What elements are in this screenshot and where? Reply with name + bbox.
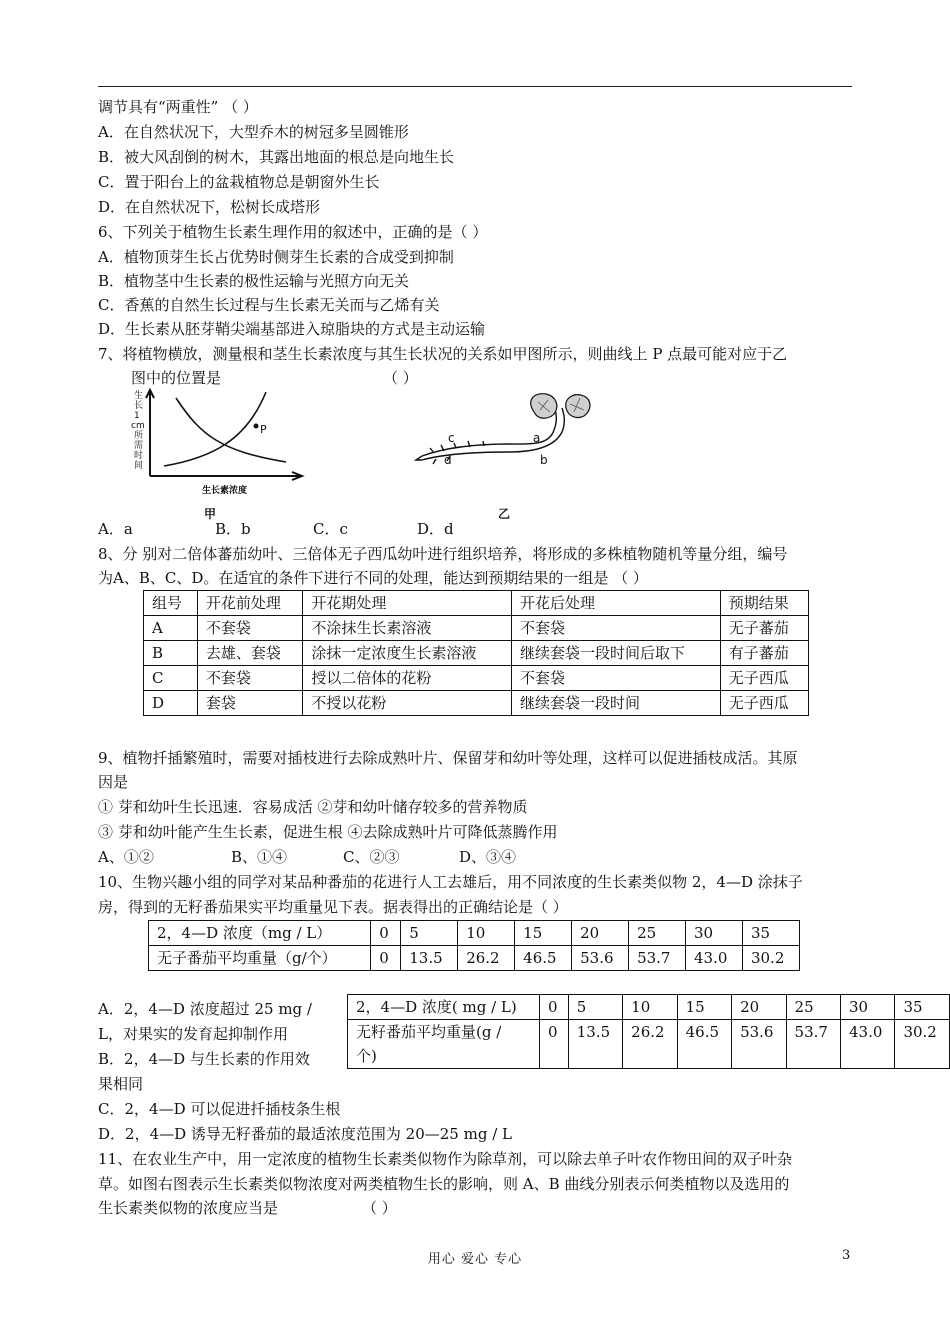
table-cell: 43.0 <box>686 946 743 971</box>
table-row <box>144 666 809 691</box>
q5-stem: 调节具有“两重性” （ ） <box>98 98 258 116</box>
table-cell: 继续套袋一段时间后取下 <box>512 641 721 666</box>
table-cell: 20 <box>732 995 786 1020</box>
table-cell: 0 <box>540 995 569 1020</box>
table-row <box>144 691 809 716</box>
q7-stem: 7、将植物横放，测量根和茎生长素浓度与其生长状况的关系如甲图所示，则曲线上 P 点最可能对应于乙 <box>98 345 788 363</box>
q10-option-a-line2: L，对果实的发育起抑制作用 <box>98 1025 288 1043</box>
table-cell: 不授以花粉 <box>303 691 512 716</box>
table-cell: B <box>144 641 198 666</box>
figure-jia-p-label: P <box>260 423 267 436</box>
table-cell: 继续套袋一段时间 <box>512 691 721 716</box>
table-q8-header-cell: 组号 <box>144 591 198 616</box>
q8-stem-cont: 为A、B、C、D。在适宜的条件下进行不同的处理，能达到预期结果的一组是 （ ） <box>98 569 648 587</box>
svg-text:d: d <box>444 453 452 467</box>
table-cell: 0 <box>371 921 401 946</box>
figure-jia-caption: 甲 <box>204 507 217 520</box>
figure-jia-curve-descending <box>176 398 286 462</box>
q9-option-b: B、①④ <box>231 848 288 866</box>
svg-text:所: 所 <box>134 431 144 441</box>
q8-stem: 8、分 别对二倍体蕃茄幼叶、三倍体无子西瓜幼叶进行组织培养，将形成的多株植物随机等量分组，编号 <box>98 545 788 563</box>
figure-yi-leaves <box>531 394 590 419</box>
table-cell: 53.6 <box>572 946 629 971</box>
table-row-label-line1: 无籽番茄平均重量(g / <box>356 1023 502 1041</box>
q6-option-c: C．香蕉的自然生长过程与生长素无关而与乙烯有关 <box>98 296 440 314</box>
table-cell: 25 <box>786 995 840 1020</box>
table-row-label: 2，4—D 浓度( mg / L) <box>348 995 540 1020</box>
table-row <box>144 616 809 641</box>
figure-jia-xlabel: 生长素浓度 <box>202 486 248 496</box>
table-row <box>149 946 800 971</box>
table-cell: 13.5 <box>401 946 458 971</box>
q10-stem: 10、生物兴趣小组的同学对某品种番茄的花进行人工去雄后，用不同浓度的生长素类似物 2，4—D 涂抹子 <box>98 873 803 891</box>
figure-jia-ylabel <box>131 389 145 471</box>
table-cell: 30.2 <box>742 946 799 971</box>
q11-stem-cont: 草。如图右图表示生长素类似物浓度对两类植物生长的影响，则 A、B 曲线分别表示何类植物以及选用的 <box>98 1175 790 1193</box>
q11-stem-end: 生长素类似物的浓度应当是 <box>98 1199 279 1217</box>
q10-option-a-line1: A．2，4—D 浓度超过 25 mg / <box>98 1000 312 1018</box>
q7-paren: （ ） <box>383 369 418 387</box>
table-q8 <box>143 590 809 716</box>
svg-text:长: 长 <box>134 401 144 411</box>
figure-jia-axes <box>146 390 302 480</box>
table-row-label <box>348 1020 540 1069</box>
table-cell: A <box>144 616 198 641</box>
table-cell: 5 <box>568 995 622 1020</box>
table-cell: 0 <box>540 1020 569 1069</box>
table-cell: 10 <box>623 995 677 1020</box>
table-cell: 不套袋 <box>512 616 721 641</box>
q5-option-a: A．在自然状况下，大型乔木的树冠多呈圆锥形 <box>98 123 409 141</box>
table-cell: 35 <box>895 995 950 1020</box>
table-q8-header-cell: 开花前处理 <box>197 591 302 616</box>
q9-stem-cont: 因是 <box>98 773 129 791</box>
q6-option-b: B．植物茎中生长素的极性运输与光照方向无关 <box>98 272 410 290</box>
table-cell: 10 <box>458 921 515 946</box>
q9-stem: 9、植物扦插繁殖时，需要对插枝进行去除成熟叶片、保留芽和幼叶等处理，这样可以促进插枝成活。其原 <box>98 749 798 767</box>
q9-option-a: A、①② <box>98 848 154 866</box>
table-cell: 不套袋 <box>197 666 302 691</box>
table-cell: 13.5 <box>568 1020 622 1069</box>
q9-option-d: D、③④ <box>459 848 517 866</box>
table-row <box>149 921 800 946</box>
table-cell: 30 <box>686 921 743 946</box>
svg-text:生: 生 <box>134 391 144 401</box>
table-cell: 授以二倍体的花粉 <box>303 666 512 691</box>
table-cell: 无子西瓜 <box>720 666 808 691</box>
table-cell: 25 <box>629 921 686 946</box>
table-cell: 43.0 <box>840 1020 894 1069</box>
table-cell: 46.5 <box>677 1020 731 1069</box>
table-row <box>144 641 809 666</box>
table-q8-header-row <box>144 591 809 616</box>
q9-option-c: C、②③ <box>343 848 400 866</box>
table-row-label: 无子番茄平均重量（g/个） <box>149 946 371 971</box>
table-q8-header-cell: 开花后处理 <box>512 591 721 616</box>
table-q8-header-cell: 预期结果 <box>720 591 808 616</box>
table-q10-first <box>148 920 800 971</box>
table-cell: 去雄、套袋 <box>197 641 302 666</box>
table-row-label: 2，4—D 浓度（mg / L） <box>149 921 371 946</box>
table-q8-header-cell: 开花期处理 <box>303 591 512 616</box>
q10-option-c: C．2，4—D 可以促进扦插枝条生根 <box>98 1100 341 1118</box>
table-cell: 53.7 <box>629 946 686 971</box>
table-cell: 0 <box>371 946 401 971</box>
q10-option-b-line1: B．2，4—D 与生长素的作用效 <box>98 1050 310 1068</box>
table-cell: C <box>144 666 198 691</box>
q9-statement-3-4: ③ 芽和幼叶能产生生长素，促进生根 ④去除成熟叶片可降低蒸腾作用 <box>98 823 558 841</box>
page-footer: 用心 爱心 专心 <box>427 1252 523 1267</box>
table-cell: D <box>144 691 198 716</box>
header-rule <box>98 86 852 87</box>
svg-text:cm: cm <box>131 421 145 431</box>
table-cell: 26.2 <box>458 946 515 971</box>
svg-text:需: 需 <box>134 441 144 451</box>
table-cell: 套袋 <box>197 691 302 716</box>
table-cell: 30.2 <box>895 1020 950 1069</box>
figure-yi-caption: 乙 <box>498 507 511 521</box>
q7-option-b: B．b <box>215 520 251 538</box>
table-cell: 30 <box>840 995 894 1020</box>
table-cell: 不套袋 <box>512 666 721 691</box>
table-cell: 15 <box>515 921 572 946</box>
table-cell: 26.2 <box>623 1020 677 1069</box>
table-cell: 20 <box>572 921 629 946</box>
svg-text:b: b <box>540 453 548 467</box>
q11-paren: （ ） <box>362 1199 397 1217</box>
table-cell: 无子西瓜 <box>720 691 808 716</box>
q6-option-d: D．生长素从胚芽鞘尖端基部进入琼脂块的方式是主动运输 <box>98 320 486 338</box>
table-cell: 不套袋 <box>197 616 302 641</box>
q5-option-d: D．在自然状况下，松树长成塔形 <box>98 198 321 216</box>
q7-option-d: D．d <box>417 520 454 538</box>
table-cell: 5 <box>401 921 458 946</box>
q11-stem: 11、在农业生产中，用一定浓度的植物生长素类似物作为除草剂，可以除去单子叶农作物田间的双子叶杂 <box>98 1150 793 1168</box>
q7-option-a: A．a <box>98 520 133 538</box>
table-row-label-line2: 个) <box>356 1047 377 1065</box>
q7-option-c: C．c <box>313 520 348 538</box>
table-q10-second <box>347 994 950 1069</box>
q5-option-b: B．被大风刮倒的树木，其露出地面的根总是向地生长 <box>98 148 455 166</box>
q9-statement-1-2: ① 芽和幼叶生长迅速．容易成活 ②芽和幼叶储存较多的营养物质 <box>98 798 528 816</box>
table-cell: 35 <box>742 921 799 946</box>
table-cell: 53.7 <box>786 1020 840 1069</box>
table-row <box>348 995 950 1020</box>
table-cell: 53.6 <box>732 1020 786 1069</box>
table-cell: 不涂抹生长素溶液 <box>303 616 512 641</box>
svg-text:a: a <box>533 431 541 445</box>
figure-jia-point-p <box>254 424 259 429</box>
table-cell: 46.5 <box>515 946 572 971</box>
table-cell: 有子蕃茄 <box>720 641 808 666</box>
q6-stem: 6、下列关于植物生长素生理作用的叙述中，正确的是（ ） <box>98 223 488 241</box>
q10-option-b-line2: 果相同 <box>98 1075 144 1093</box>
page-number: 3 <box>842 1248 851 1263</box>
q10-option-d: D．2，4—D 诱导无籽番茄的最适浓度范围为 20—25 mg / L <box>98 1125 512 1143</box>
table-cell: 15 <box>677 995 731 1020</box>
figure-yi-labels <box>444 431 548 467</box>
svg-text:1: 1 <box>134 411 140 421</box>
table-cell: 无子蕃茄 <box>720 616 808 641</box>
svg-text:时: 时 <box>134 451 144 461</box>
table-cell: 涂抹一定浓度生长素溶液 <box>303 641 512 666</box>
q5-option-c: C．置于阳台上的盆栽植物总是朝窗外生长 <box>98 173 380 191</box>
svg-text:间: 间 <box>134 461 144 471</box>
q10-stem-cont: 房，得到的无籽番茄果实平均重量见下表。据表得出的正确结论是（ ） <box>98 898 568 916</box>
q6-option-a: A．植物顶芽生长占优势时侧芽生长素的合成受到抑制 <box>98 248 454 266</box>
q7-stem-cont: 图中的位置是 <box>131 369 222 387</box>
figure-yi <box>414 390 614 524</box>
svg-text:c: c <box>448 431 455 445</box>
table-row <box>348 1020 950 1069</box>
figure-jia <box>126 386 326 520</box>
